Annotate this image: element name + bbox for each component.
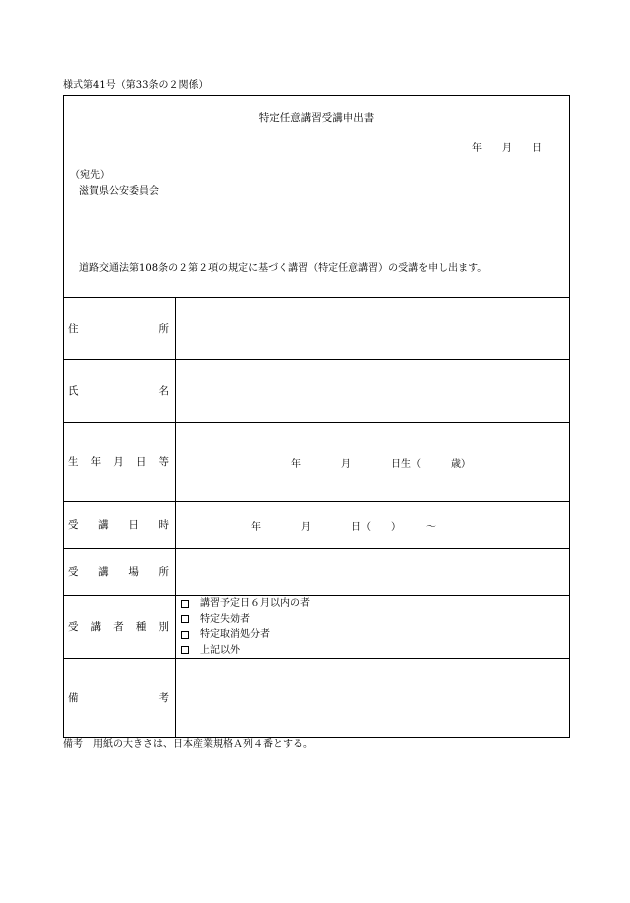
category-option-label: 上記以外 — [200, 644, 240, 656]
checkbox[interactable] — [181, 646, 189, 654]
birth-date-label — [64, 423, 175, 501]
remarks-label — [64, 659, 175, 737]
row-applicant-category — [64, 595, 569, 658]
name-label-text: 氏名 — [68, 385, 169, 397]
checkbox[interactable] — [181, 600, 189, 608]
row-birth-date — [64, 422, 569, 501]
row-remarks — [64, 658, 569, 737]
course-datetime-label — [64, 502, 175, 548]
address-label — [64, 298, 175, 359]
name-label — [64, 360, 175, 422]
checkbox[interactable] — [181, 615, 189, 623]
address-label-text: 住所 — [68, 322, 169, 335]
applicant-category-label — [64, 596, 175, 658]
category-option[interactable] — [181, 596, 310, 612]
footnote: 備考 用紙の大きさは、日本産業規格Ａ列４番とする。 — [63, 739, 313, 750]
category-option-label: 特定失効者 — [200, 613, 250, 625]
addressee: 滋賀県公安委員会 — [79, 186, 159, 197]
application-statement: 道路交通法第108条の２第２項の規定に基づく講習（特定任意講習）の受講を申し出ます。 — [79, 263, 488, 274]
category-option-label: 特定取消処分者 — [200, 629, 270, 640]
birth-date-field[interactable] — [175, 423, 569, 501]
remarks-field[interactable] — [175, 659, 569, 737]
category-option[interactable] — [181, 627, 270, 643]
course-datetime-template: 年 月 日（ ） ～ — [251, 521, 436, 533]
applicant-category-options — [175, 596, 569, 658]
course-place-field[interactable] — [175, 549, 569, 595]
birth-date-template: 年 月 日生（ 歳） — [291, 458, 471, 470]
course-place-label — [64, 549, 175, 595]
remarks-label-text: 備考 — [68, 692, 169, 704]
row-course-datetime — [64, 501, 569, 548]
category-option[interactable] — [181, 643, 240, 659]
checkbox[interactable] — [181, 631, 189, 639]
category-option[interactable] — [181, 612, 250, 628]
form-title: 特定任意講習受講申出書 — [258, 112, 375, 124]
row-course-place — [64, 548, 569, 595]
birth-date-label-text: 生年月日等 — [68, 456, 169, 468]
application-form — [63, 95, 570, 738]
form-header — [64, 96, 569, 297]
row-address — [64, 297, 569, 359]
address-field[interactable] — [175, 298, 569, 359]
applicant-category-label-text: 受講者種別 — [68, 621, 169, 633]
category-option-label: 講習予定日６月以内の者 — [200, 598, 310, 609]
course-place-label-text: 受講場所 — [68, 566, 169, 578]
course-datetime-label-text: 受講日時 — [68, 519, 169, 531]
addressee-label: （宛先） — [70, 170, 110, 181]
row-name — [64, 359, 569, 422]
course-datetime-field[interactable] — [175, 502, 569, 548]
name-field[interactable] — [175, 360, 569, 422]
application-date: 年 月 日 — [472, 143, 542, 154]
form-number: 様式第41号（第33条の２関係） — [63, 80, 209, 91]
